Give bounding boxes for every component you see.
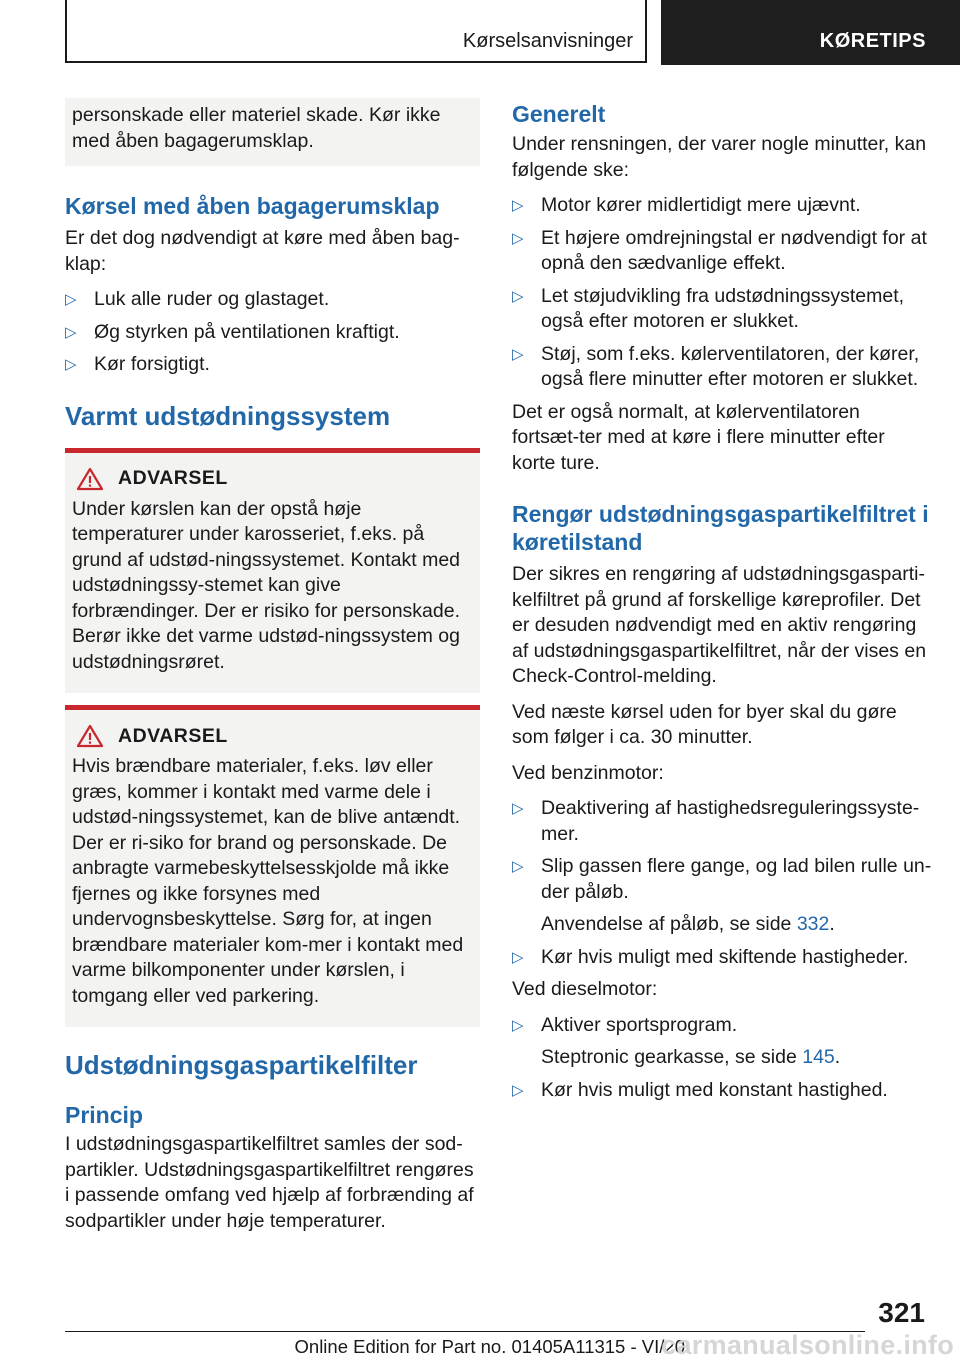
continued-warning-text: personskade eller materiel skade. Kør ikke med åben bagagerumsklap.	[72, 104, 441, 152]
petrol-list	[512, 796, 932, 970]
right-column	[512, 100, 932, 1103]
open-trunk-text: Er det dog nødvendigt at køre med åben bag-klap:	[65, 227, 460, 275]
warning-triangle-icon	[76, 724, 104, 748]
clean-text-1: Der sikres en rengøring af udstødningsgasparti-kelfiltret på grund af forskellige køreprofiler. Det er desuden nødvendigt med en aktiv rengøring af udstødningsgaspartikelfiltret, når der vises en Check-Control-melding.	[512, 563, 927, 687]
watermark: carmanualsonline.info	[661, 1330, 954, 1360]
heading-open-trunk: Kørsel med åben bagagerumsklap	[65, 193, 440, 219]
warning-triangle-icon	[76, 467, 104, 491]
cross-reference: Anvendelse af påløb, se side 332.	[541, 913, 835, 935]
petrol-label: Ved benzinmotor:	[512, 761, 664, 784]
list-item: ▷ Aktiver sportsprogram. Steptronic gearkasse, se side 145.	[512, 1013, 932, 1071]
list-item: ▷ Støj, som f.eks. kølerventilatoren, der kører, også flere minutter efter motoren er slukket.	[512, 342, 920, 390]
list-item: ▷ Øg styrken på ventilationen kraftigt.	[65, 320, 480, 346]
page-number: 321	[878, 1297, 925, 1328]
page-link[interactable]: 332	[796, 913, 830, 935]
triangle-bullet-icon: ▷	[65, 356, 77, 373]
edition-text: Online Edition for Part no. 01405A11315 - VI/20	[294, 1336, 685, 1357]
triangle-bullet-icon: ▷	[65, 291, 77, 308]
triangle-bullet-icon: ▷	[512, 287, 524, 305]
general-list	[512, 193, 932, 393]
warning-text: Hvis brændbare materialer, f.eks. løv eller græs, kommer i kontakt med varme dele i udstød-ningssystemet, kan de blive antændt. Der er ri-siko for brand og personskade. De anbragte varmebeskyttelsesskjolde må ikke fjernes og ikke forsynes med undervognsbeskyttelse. Sørg for, at ingen brændbare materialer kom-mer i kontakt med varme bilkomponenter under kørslen, i tomgang eller ved parkering.	[72, 755, 464, 1007]
list-item: ▷ Kør hvis muligt med skiftende hastigheder.	[512, 945, 932, 971]
warning-label: ADVARSEL	[118, 724, 228, 747]
triangle-bullet-icon: ▷	[512, 1016, 524, 1034]
triangle-bullet-icon: ▷	[512, 197, 524, 214]
heading-principle: Princip	[65, 1102, 143, 1128]
cross-reference: Steptronic gearkasse, se side 145.	[541, 1046, 841, 1068]
list-item: ▷ Et højere omdrejningstal er nødvendigt for at opnå den sædvanlige effekt.	[512, 226, 927, 274]
list-item: ▷ Motor kører midlertidigt mere ujævnt.	[512, 193, 932, 219]
warning-box-1	[65, 448, 480, 694]
open-trunk-list	[65, 287, 480, 378]
heading-particle-filter: Udstødningsgaspartikelfilter	[65, 1050, 418, 1080]
general-note: Det er også normalt, at kølerventilatoren fortsæt-ter med at køre i flere minutter efter korte ture.	[512, 400, 885, 474]
chapter-tab	[661, 0, 960, 65]
triangle-bullet-icon: ▷	[512, 858, 524, 875]
list-item: ▷ Luk alle ruder og glastaget.	[65, 287, 480, 313]
heading-clean-filter: Rengør udstødningsgaspartikelfiltret i køretilstand	[512, 501, 929, 555]
section-title: Kørselsanvisninger	[462, 30, 633, 52]
principle-text: I udstødningsgaspartikelfiltret samles der sod-partikler. Udstødningsgaspartikelfiltret rengøres i passende omfang ved hjælp af forbrænding af sodpartikler under høje temperaturer.	[65, 1133, 474, 1232]
list-item: ▷ Deaktivering af hastighedsreguleringssyste-mer.	[512, 797, 920, 845]
chapter-title: KØRETIPS	[819, 30, 926, 52]
warning-box-2	[65, 705, 480, 1027]
triangle-bullet-icon: ▷	[65, 323, 77, 341]
section-tab	[65, 0, 647, 63]
triangle-bullet-icon: ▷	[512, 948, 524, 966]
diesel-label: Ved dieselmotor:	[512, 978, 658, 1000]
continued-warning-box	[65, 98, 480, 166]
list-item: ▷ Let støjudvikling fra udstødningssystemet, også efter motoren er slukket.	[512, 284, 905, 332]
diesel-list	[512, 1013, 932, 1104]
triangle-bullet-icon: ▷	[512, 345, 524, 363]
warning-text: Under kørslen kan der opstå høje temperaturer under karosseriet, f.eks. på grund af udstød-ningssystemet. Kontakt med udstødningssy-stemet kan give forbrændinger. Der er risiko for personskade. Berør ikke det varme udstød-ningssystem og udstødningsrøret.	[72, 497, 461, 673]
page-link[interactable]: 145	[802, 1046, 835, 1068]
list-item: ▷ Kør hvis muligt med konstant hastighed.	[512, 1078, 932, 1104]
clean-text-2: Ved næste kørsel uden for byer skal du gøre som følger i ca. 30 minutter.	[512, 700, 897, 748]
warning-label: ADVARSEL	[118, 467, 228, 489]
left-column	[65, 100, 480, 1234]
triangle-bullet-icon: ▷	[512, 229, 524, 247]
list-item: ▷ Slip gassen flere gange, og lad bilen rulle un-der påløb. Anvendelse af påløb, se side 332.	[512, 854, 932, 938]
heading-hot-exhaust: Varmt udstødningssystem	[65, 400, 391, 431]
list-item: ▷ Kør forsigtigt.	[65, 352, 480, 378]
heading-general: Generelt	[512, 101, 606, 127]
triangle-bullet-icon: ▷	[512, 1081, 524, 1099]
triangle-bullet-icon: ▷	[512, 800, 524, 817]
general-text: Under rensningen, der varer nogle minutter, kan følgende ske:	[512, 133, 927, 181]
